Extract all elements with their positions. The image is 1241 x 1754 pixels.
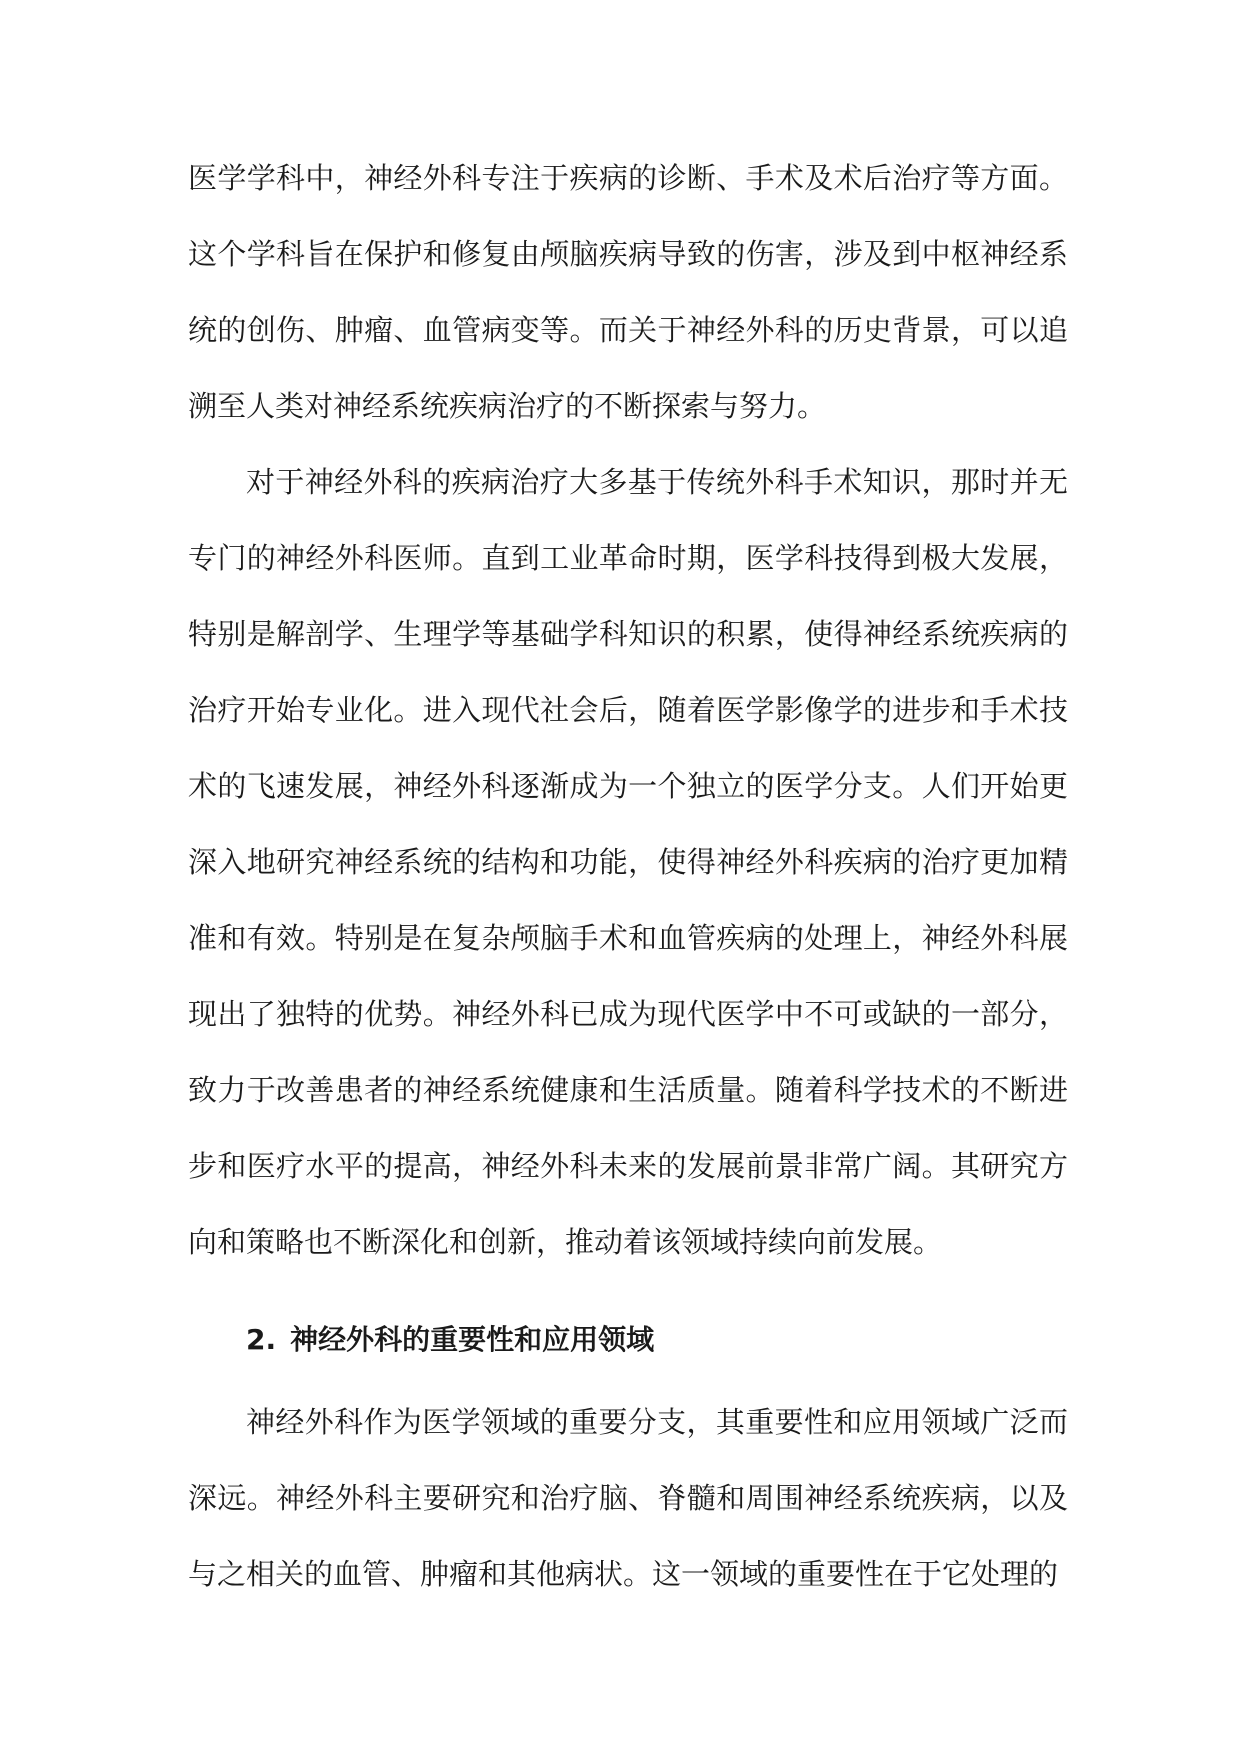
section-title: 神经外科的重要性和应用领域 bbox=[290, 1323, 655, 1356]
paragraph-history-development: 对于神经外科的疾病治疗大多基于传统外科手术知识，那时并无专门的神经外科医师。直到工业革命时期，医学科技得到极大发展，特别是解剖学、生理学等基础学科知识的积累，使得神经系统疾病的治疗开始专业化。进入现代社会后，随着医学影像学的进步和手术技术的飞速发展，神经外科逐渐成为一个独立的医学分支。人们开始更深入地研究神经系统的结构和功能，使得神经外科疾病的治疗更加精准和有效。特别是在复杂颅脑手术和血管疾病的处理上，神经外科展现出了独特的优势。神经外科已成为现代医学中不可或缺的一部分，致力于改善患者的神经系统健康和生活质量。随着科学技术的不断进步和医疗水平的提高，神经外科未来的发展前景非常广阔。其研究方向和策略也不断深化和创新，推动着该领域持续向前发展。 bbox=[188, 465, 1068, 1259]
document-body bbox=[188, 140, 1068, 1612]
paragraph-importance: 神经外科作为医学领域的重要分支，其重要性和应用领域广泛而深远。神经外科主要研究和治疗脑、脊髓和周围神经系统疾病，以及与之相关的血管、肿瘤和其他病状。这一领域的重要性在于它处理的 bbox=[188, 1405, 1068, 1591]
section-number: 2. bbox=[246, 1323, 277, 1356]
paragraph-history-intro: 医学学科中，神经外科专注于疾病的诊断、手术及术后治疗等方面。这个学科旨在保护和修复由颅脑疾病导致的伤害，涉及到中枢神经系统的创伤、肿瘤、血管病变等。而关于神经外科的历史背景，可以追溯至人类对神经系统疾病治疗的不断探索与努力。 bbox=[188, 161, 1068, 423]
section-heading bbox=[188, 1302, 1068, 1378]
